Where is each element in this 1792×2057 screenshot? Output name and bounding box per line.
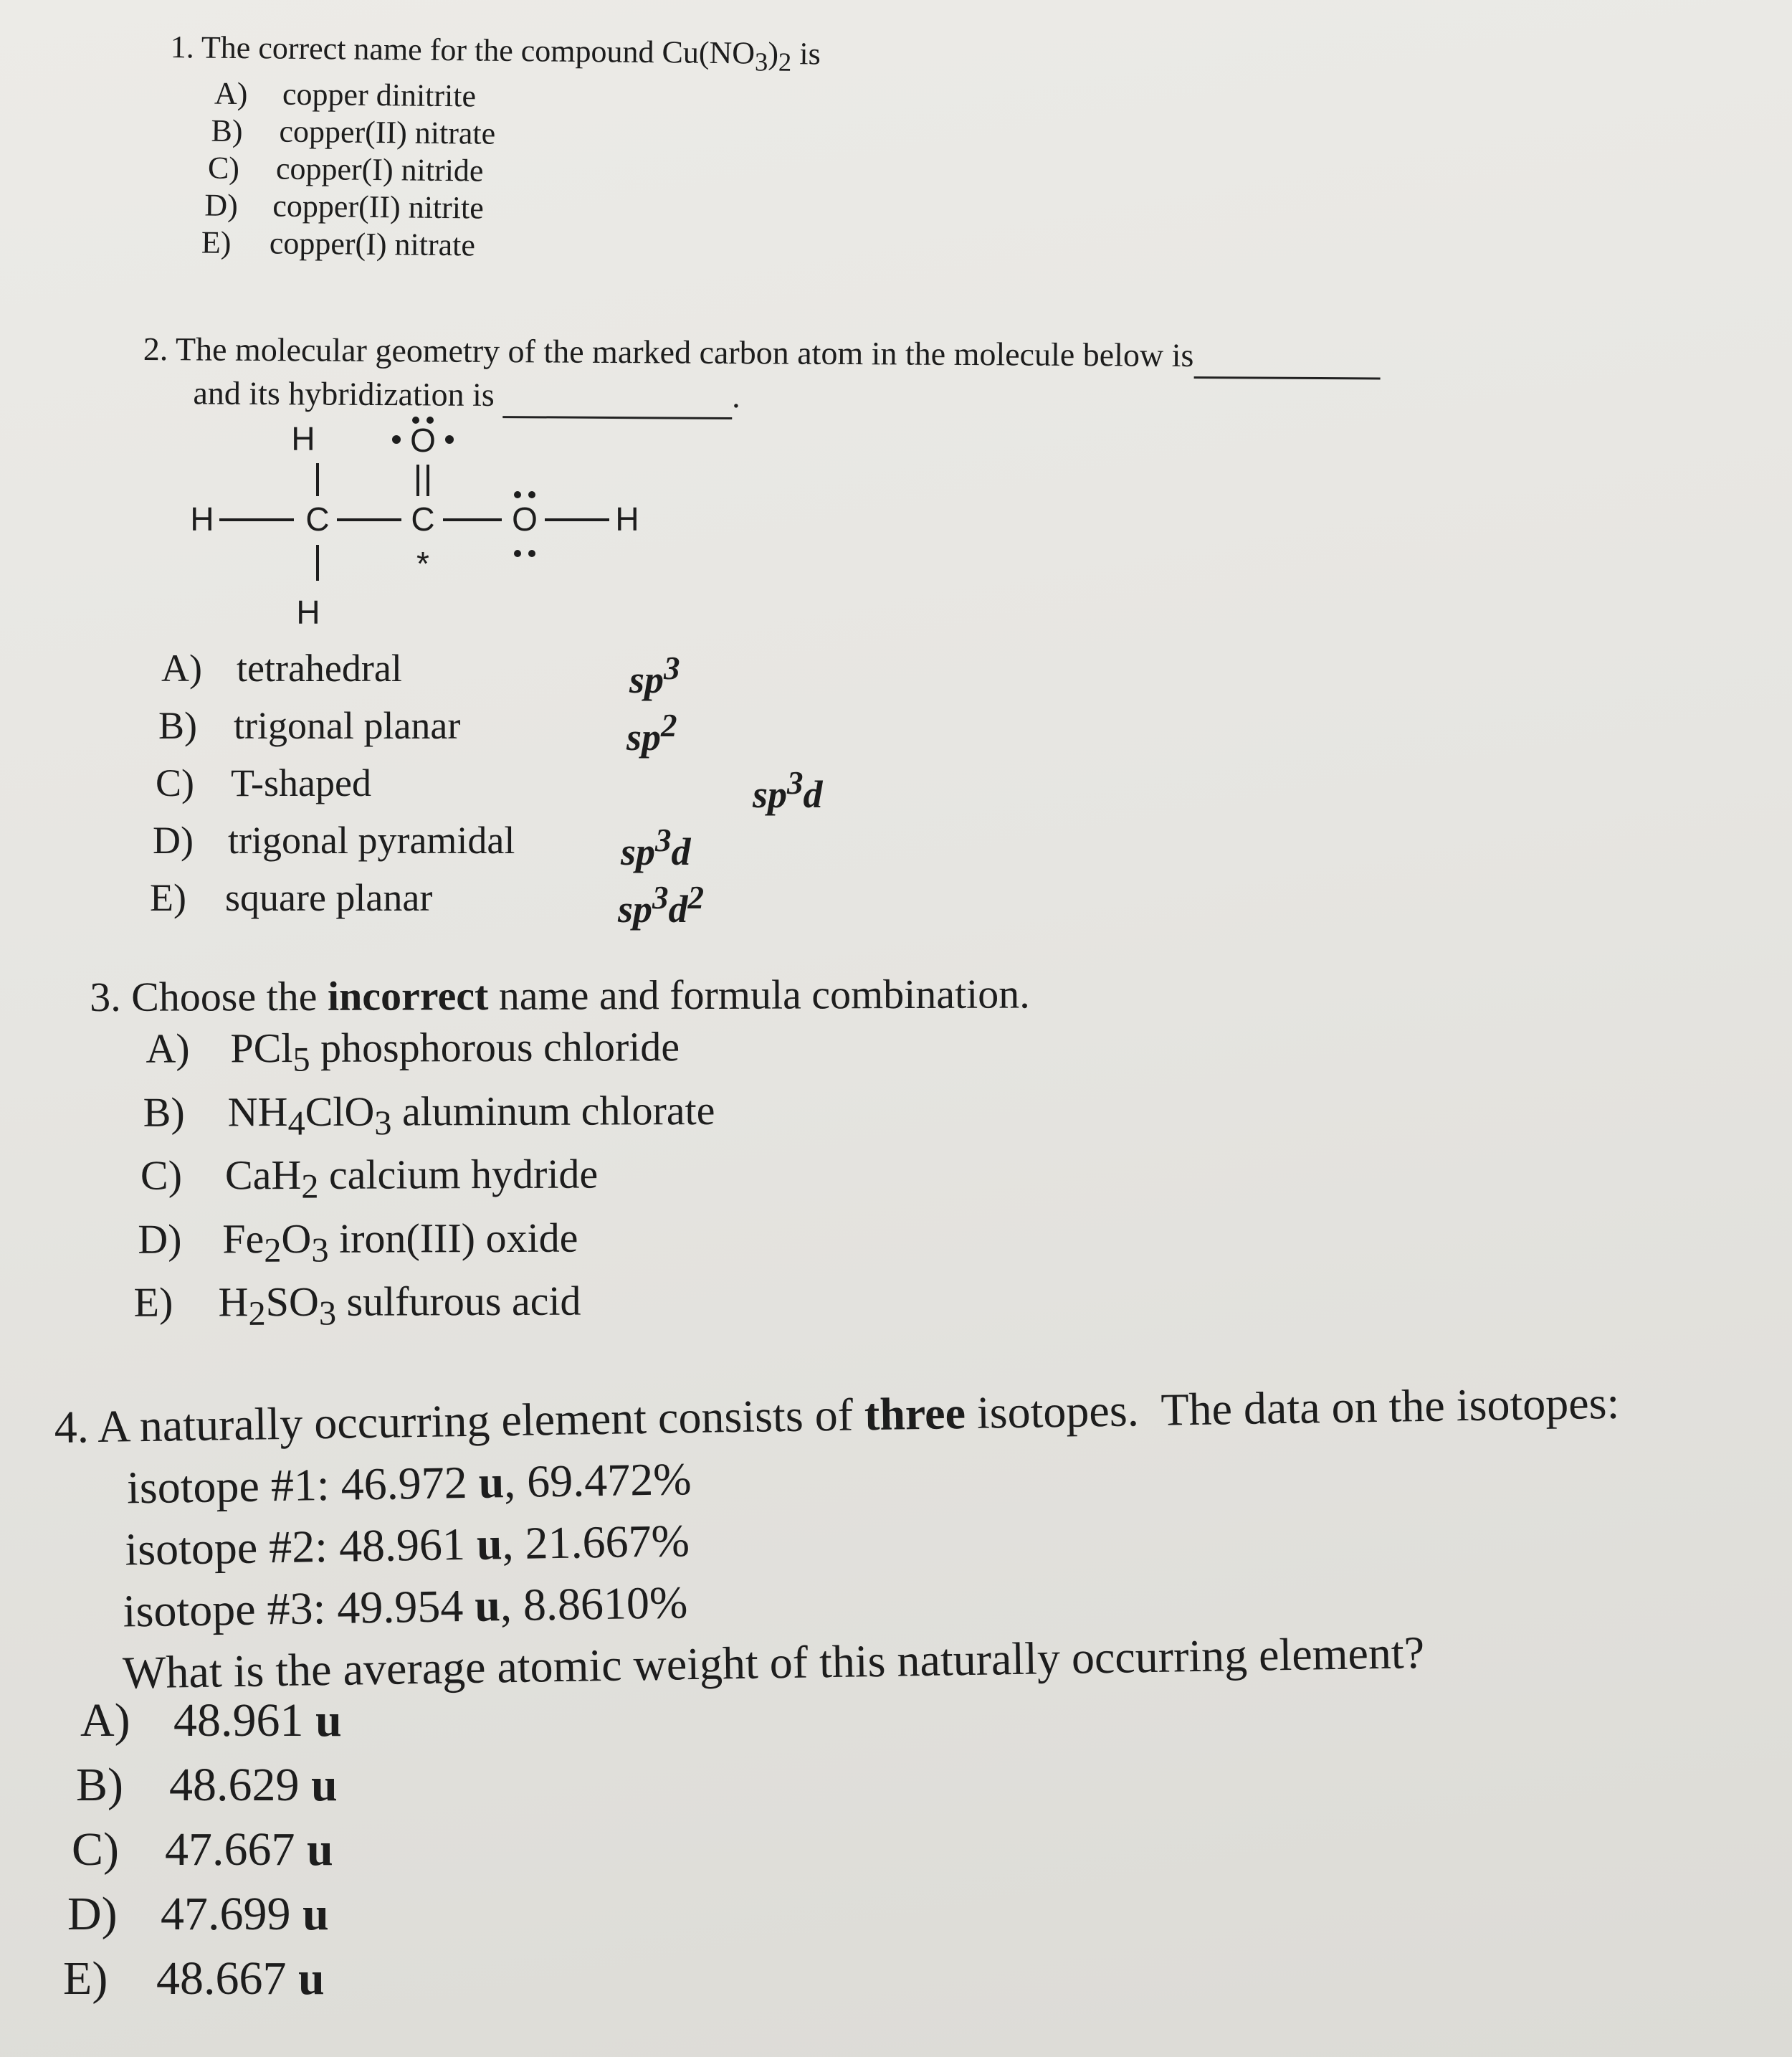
subscript: 3 [311,1231,329,1270]
hyb-superscript: 2 [661,708,677,744]
formula-part: PCl [230,1025,293,1072]
hyb-superscript: 3 [652,880,669,916]
hyb-superscript: 2 [687,880,705,916]
option-value: 47.667 [165,1823,307,1876]
subscript: 3 [318,1294,337,1333]
question-text: The correct name for the compound Cu(NO [201,29,756,71]
option-b[interactable] [143,1083,1031,1150]
option-label: A) [146,1025,190,1072]
option-value: 48.961 [173,1694,315,1747]
option-text [230,1021,680,1086]
compound-name: phosphorous chloride [310,1023,680,1071]
formula-part: CaH [224,1151,302,1199]
question-text: and its hybridization is [193,374,495,413]
option-label: D) [67,1888,118,1940]
option-label: A) [161,647,202,690]
hyb-d: d [668,888,688,931]
compound-name: iron(III) oxide [328,1214,578,1262]
option-text: copper(II) nitrate [279,113,496,151]
option-a[interactable] [161,645,823,703]
option-e[interactable] [150,875,823,932]
question-1-stem [170,29,821,81]
option-label: E) [150,876,186,919]
compound-name: calcium hydride [318,1150,599,1199]
option-label: B) [158,704,197,747]
question-number: 4. [54,1401,90,1453]
hyb-base: sp [621,830,656,873]
unit: u [298,1952,325,2005]
question-text: Choose the [131,972,328,1020]
subscript: 2 [248,1295,266,1334]
option-label: D) [204,187,239,223]
lone-pair-dot [392,435,401,444]
question-number: 3. [90,973,121,1020]
option-c[interactable] [72,1818,342,1882]
atom-c-methyl: C [305,500,330,538]
period: . [732,378,740,415]
question-text: is [791,36,821,72]
option-b[interactable] [211,112,820,156]
option-label: B) [143,1088,185,1136]
atom-h-top: H [291,420,315,457]
formula-part: Fe [222,1215,264,1263]
subscript: 2 [778,47,792,77]
question-4 [54,1372,1624,1705]
question-4-options [63,1688,342,2011]
hyb-superscript: 3 [787,765,804,801]
question-number: 1. [170,29,194,65]
unit: u [311,1759,338,1811]
isotope-abundance: , 69.472% [503,1453,692,1508]
option-d[interactable] [153,817,823,875]
hyb-base: sp [753,773,788,816]
question-text: A naturally occurring element consists of [97,1389,865,1453]
hyb-superscript: 3 [655,822,672,858]
formula-part: O [281,1215,312,1262]
question-2 [143,328,1380,424]
option-label: D) [138,1215,182,1263]
lone-pair-dot [445,435,454,444]
marked-atom-asterisk: * [416,545,429,582]
option-hybridization [626,703,677,760]
lone-pair-dot [514,550,521,557]
lone-pair-dot [528,491,535,498]
option-text: copper dinitrite [282,76,477,114]
option-text [225,1149,599,1213]
answer-blank-geometry[interactable] [1193,335,1380,380]
option-label: C) [72,1823,119,1876]
isotope-abundance: , 21.667% [501,1515,690,1569]
isotope-mass: isotope #2: 48.961 [124,1518,477,1575]
unit: u [315,1694,342,1747]
subscript: 5 [292,1040,310,1079]
option-geometry: square planar [225,876,433,919]
answer-blank-hybridization[interactable] [502,374,732,419]
question-3 [90,968,1031,1341]
lone-pair-dot [528,550,535,557]
option-e[interactable] [201,224,819,267]
emphasis-incorrect: incorrect [327,972,489,1020]
question-text: ) [768,35,779,71]
question-number: 2. [143,330,168,368]
option-label: C) [140,1151,183,1199]
option-d[interactable] [204,186,819,230]
question-2-options [150,645,823,932]
option-c[interactable] [208,149,820,193]
option-label: E) [63,1952,108,2005]
option-b[interactable] [158,703,823,760]
compound-name: aluminum chlorate [391,1086,715,1135]
question-4-prompt: What is the average atomic weight of this naturally occurring element? [122,1627,1425,1699]
option-text [222,1212,578,1276]
option-geometry: trigonal planar [234,704,461,747]
option-d[interactable] [138,1210,1031,1277]
option-text [218,1275,581,1340]
hyb-superscript: 3 [664,650,680,686]
hyb-base: sp [626,716,662,759]
subscript: 2 [264,1231,282,1270]
hyb-base: sp [629,658,664,701]
emphasis-three: three [864,1387,966,1440]
option-hybridization [629,645,680,703]
hyb-d: d [671,830,691,873]
option-e[interactable] [133,1274,1031,1341]
option-value: 47.699 [161,1888,302,1940]
option-label: E) [201,224,232,260]
option-label: B) [211,113,243,148]
subscript: 3 [374,1103,392,1142]
option-b[interactable] [76,1753,342,1818]
unit: u [474,1579,501,1631]
compound-name: sulfurous acid [335,1277,581,1326]
option-label: A) [80,1694,130,1747]
option-a[interactable] [80,1688,342,1753]
question-2-stem [143,328,1381,380]
atom-o-hydroxyl: O [512,500,538,538]
option-c[interactable] [140,1147,1031,1214]
isotope-mass: isotope #3: 49.954 [123,1579,475,1637]
option-label: E) [133,1278,173,1326]
option-e[interactable] [63,1947,342,2011]
option-hybridization [753,760,823,817]
atom-c-marked: C [411,500,435,538]
subscript: 3 [754,47,768,77]
option-geometry: tetrahedral [237,647,402,690]
isotope-abundance: , 8.8610% [500,1577,688,1631]
option-label: D) [153,819,194,862]
atom-o-carbonyl: O [410,422,436,459]
atom-h-left: H [190,500,214,538]
isotope-mass: isotope #1: 46.972 [126,1456,480,1514]
question-text: The molecular geometry of the marked carbon atom in the molecule below is [175,331,1194,374]
option-hybridization [618,875,704,932]
subscript: 4 [287,1104,305,1143]
atom-h-bottom: H [296,594,320,631]
unit: u [307,1823,333,1876]
atom-h-right: H [615,500,639,538]
option-text [228,1085,715,1150]
formula-part: NH [227,1088,288,1135]
question-3-stem [90,968,1030,1023]
option-c[interactable] [156,760,823,817]
formula-part: H [218,1278,249,1326]
question-text: isotopes. The data on the isotopes: [965,1377,1620,1439]
unit: u [476,1518,503,1569]
hyb-d: d [803,773,823,816]
option-a[interactable] [146,1020,1030,1086]
hyb-base: sp [618,888,653,931]
option-value: 48.629 [169,1759,311,1811]
option-label: C) [156,761,194,804]
option-d[interactable] [67,1882,342,1947]
option-value: 48.667 [156,1952,298,2005]
lone-pair-dot [514,491,521,498]
option-geometry: trigonal pyramidal [228,819,515,862]
option-text: copper(I) nitride [275,151,484,189]
unit: u [478,1456,505,1508]
subscript: 2 [301,1167,319,1206]
option-hybridization [621,817,691,875]
option-label: C) [207,150,240,186]
option-text: copper(I) nitrate [269,225,476,263]
option-geometry: T-shaped [231,761,371,804]
question-text: name and formula combination. [488,970,1030,1020]
option-a[interactable] [214,75,821,118]
formula-part: SO [265,1278,319,1326]
formula-part: ClO [305,1088,375,1135]
option-text: copper(II) nitrite [272,188,485,226]
question-1 [168,29,821,267]
lewis-structure-diagram [179,416,681,652]
option-label: A) [214,75,248,111]
unit: u [302,1888,329,1940]
option-label: B) [76,1759,123,1811]
